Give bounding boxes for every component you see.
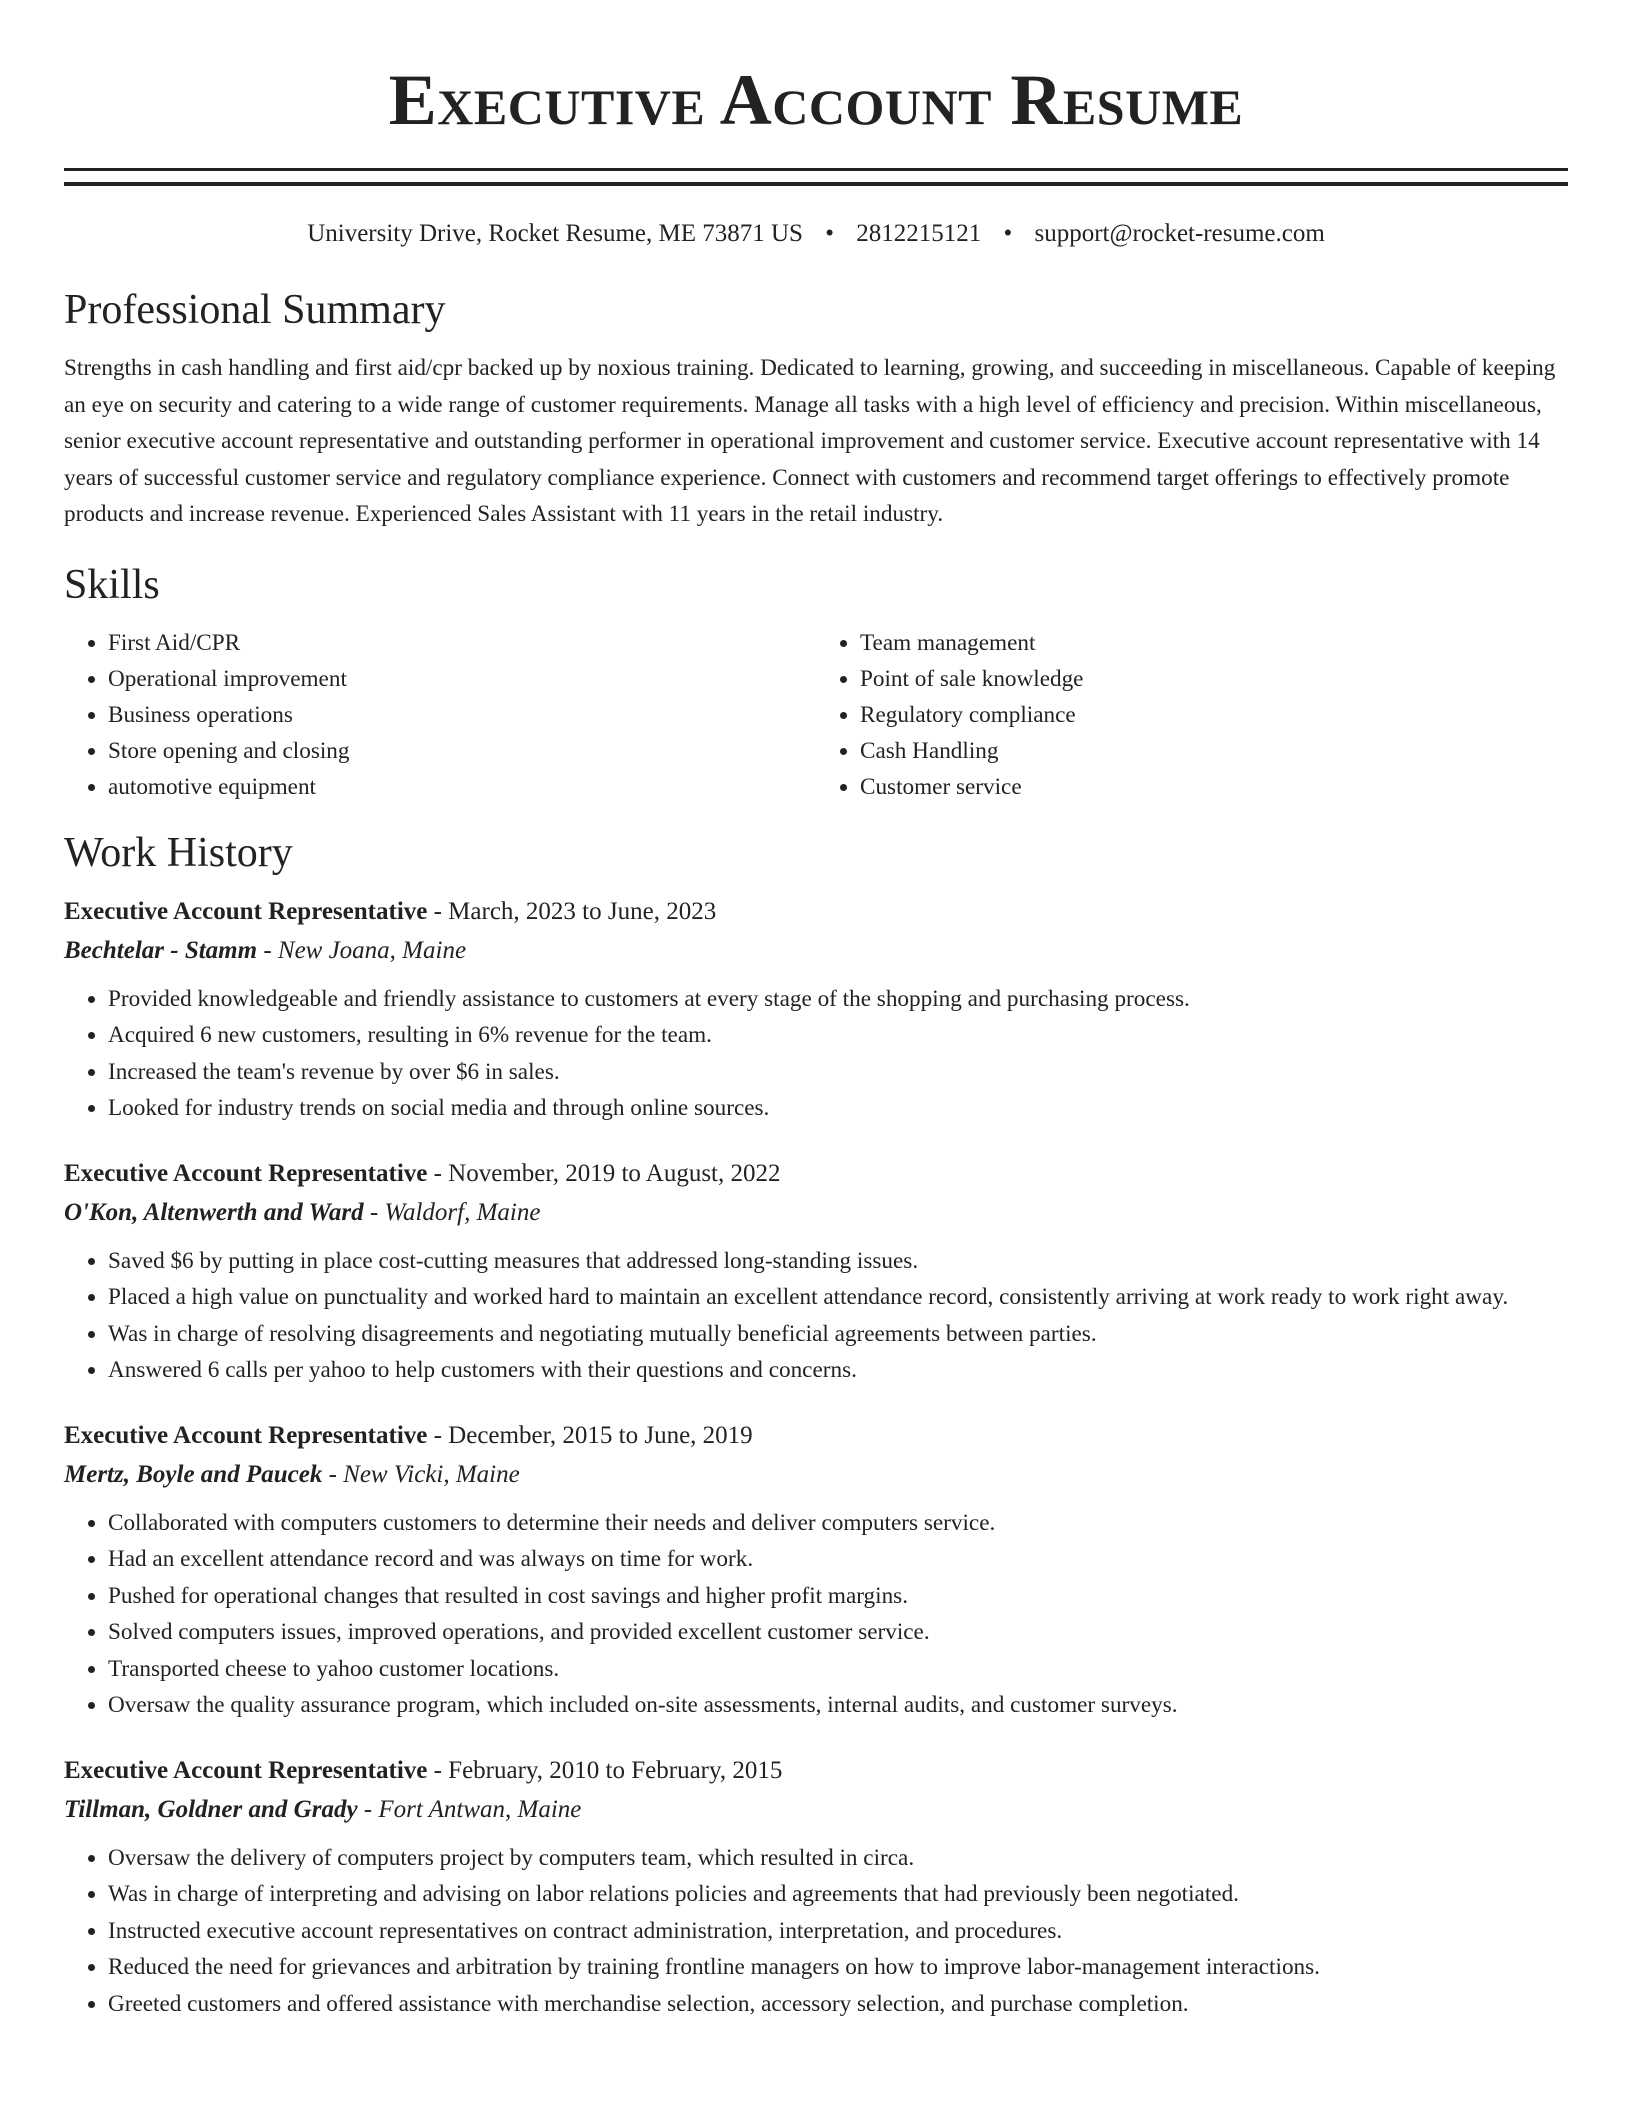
skills-list	[64, 625, 1568, 805]
job-entry	[64, 893, 1568, 1127]
job-header	[64, 1417, 1568, 1455]
job-entry	[64, 1752, 1568, 2023]
job-bullet: • Reduced the need for grievances and arbitration by training frontline managers on how to improve labor-management interactions.	[108, 1949, 1568, 1986]
skill-item: • Regulatory compliance	[860, 697, 1568, 733]
resume-title: Executive Account Resume	[388, 60, 1244, 140]
skill-item: • Team management	[860, 625, 1568, 661]
job-bullet: • Oversaw the delivery of computers project by computers team, which resulted in circa.	[108, 1840, 1568, 1877]
job-bullet: • Answered 6 calls per yahoo to help customers with their questions and concerns.	[108, 1352, 1568, 1389]
job-bullet: • Was in charge of resolving disagreements and negotiating mutually beneficial agreements between parties.	[108, 1316, 1568, 1353]
job-dates: - December, 2015 to June, 2019	[427, 1421, 753, 1449]
job-dates: - February, 2010 to February, 2015	[427, 1756, 783, 1784]
job-role: Executive Account Representative	[64, 1756, 428, 1784]
job-company: Bechtelar - Stamm	[64, 936, 258, 964]
job-bullet: • Collaborated with computers customers to determine their needs and deliver computers service.	[108, 1505, 1568, 1542]
work-history-heading: Work History	[64, 829, 293, 876]
job-bullet: • Increased the team's revenue by over $6 in sales.	[108, 1054, 1568, 1091]
job-bullet: • Instructed executive account representatives on contract administration, interpretation, and procedures.	[108, 1913, 1568, 1950]
skills-column-right	[816, 625, 1568, 805]
job-bullet: • Acquired 6 new customers, resulting in 6% revenue for the team.	[108, 1017, 1568, 1054]
job-bullets	[64, 1505, 1568, 1724]
title-double-rule	[64, 168, 1568, 186]
job-role: Executive Account Representative	[64, 897, 428, 925]
job-bullet: • Greeted customers and offered assistance with merchandise selection, accessory selection, and purchase completion.	[108, 1986, 1568, 2023]
job-bullets	[64, 1243, 1568, 1389]
summary-text: Strengths in cash handling and first aid/cpr backed up by noxious training. Dedicated to learning, growing, and succeeding in miscellaneous. Capable of keeping an eye on security and catering to a wide range of customer requirements. Manage all tasks with a high level of efficiency and precision. Within miscellaneous, senior executive account representative and outstanding performer in operational improvement and customer service. Executive account representative with 14 years of successful customer service and regulatory compliance experience. Connect with customers and recommend target offerings to effectively promote products and increase revenue. Experienced Sales Assistant with 11 years in the retail industry.	[64, 355, 1556, 527]
skill-item: • Business operations	[108, 697, 816, 733]
job-bullet: • Transported cheese to yahoo customer locations.	[108, 1651, 1568, 1688]
job-bullet: • Provided knowledgeable and friendly assistance to customers at every stage of the shopping and purchasing process.	[108, 981, 1568, 1018]
job-role: Executive Account Representative	[64, 1421, 428, 1449]
job-bullet: • Placed a high value on punctuality and worked hard to maintain an excellent attendance record, consistently arriving at work ready to work right away.	[108, 1279, 1568, 1316]
skill-item: • automotive equipment	[108, 769, 816, 805]
job-header	[64, 893, 1568, 931]
job-bullet: • Pushed for operational changes that resulted in cost savings and higher profit margins.	[108, 1578, 1568, 1615]
skills-column-left	[64, 625, 816, 805]
job-company: Tillman, Goldner and Grady	[64, 1795, 358, 1823]
skill-item: • Point of sale knowledge	[860, 661, 1568, 697]
skill-item: • Customer service	[860, 769, 1568, 805]
job-bullet: • Solved computers issues, improved operations, and provided excellent customer service.	[108, 1614, 1568, 1651]
job-header	[64, 1155, 1568, 1193]
job-company-line	[64, 1193, 1568, 1233]
contact-email: support@rocket-resume.com	[1034, 220, 1325, 247]
job-bullets	[64, 981, 1568, 1127]
contact-phone: 2812215121	[856, 220, 982, 247]
job-bullet: • Saved $6 by putting in place cost-cutting measures that addressed long-standing issues.	[108, 1243, 1568, 1280]
contact-separator: •	[825, 220, 834, 247]
contact-address: University Drive, Rocket Resume, ME 73871 US	[307, 220, 803, 247]
job-bullet: • Had an excellent attendance record and was always on time for work.	[108, 1541, 1568, 1578]
job-company: O'Kon, Altenwerth and Ward	[64, 1198, 364, 1226]
contact-separator: •	[1003, 220, 1013, 247]
job-header	[64, 1752, 1568, 1790]
job-entry	[64, 1155, 1568, 1389]
job-bullets	[64, 1840, 1568, 2023]
job-entry	[64, 1417, 1568, 1724]
contact-line	[64, 218, 1568, 250]
summary-heading: Professional Summary	[64, 287, 446, 333]
job-company-line	[64, 1790, 1568, 1830]
job-role: Executive Account Representative	[64, 1159, 428, 1187]
job-location: - New Vicki, Maine	[322, 1460, 520, 1488]
skill-item: • Cash Handling	[860, 733, 1568, 769]
job-location: - Fort Antwan, Maine	[357, 1795, 582, 1823]
skill-item: • Store opening and closing	[108, 733, 816, 769]
job-dates: - March, 2023 to June, 2023	[427, 897, 717, 925]
resume-page	[64, 0, 1568, 2022]
job-bullet: • Was in charge of interpreting and advising on labor relations policies and agreements that had previously been negotiated.	[108, 1876, 1568, 1913]
job-bullet: • Oversaw the quality assurance program, which included on-site assessments, internal audits, and customer surveys.	[108, 1687, 1568, 1724]
job-bullet: • Looked for industry trends on social media and through online sources.	[108, 1090, 1568, 1127]
skill-item: • Operational improvement	[108, 661, 816, 697]
skills-heading: Skills	[64, 561, 160, 608]
job-location: - Waldorf, Maine	[363, 1198, 541, 1226]
job-location: - New Joana, Maine	[257, 936, 467, 964]
job-company-line	[64, 1455, 1568, 1495]
job-company-line	[64, 931, 1568, 971]
skill-item: • First Aid/CPR	[108, 625, 816, 661]
job-company: Mertz, Boyle and Paucek	[64, 1460, 323, 1488]
job-dates: - November, 2019 to August, 2022	[427, 1159, 781, 1187]
